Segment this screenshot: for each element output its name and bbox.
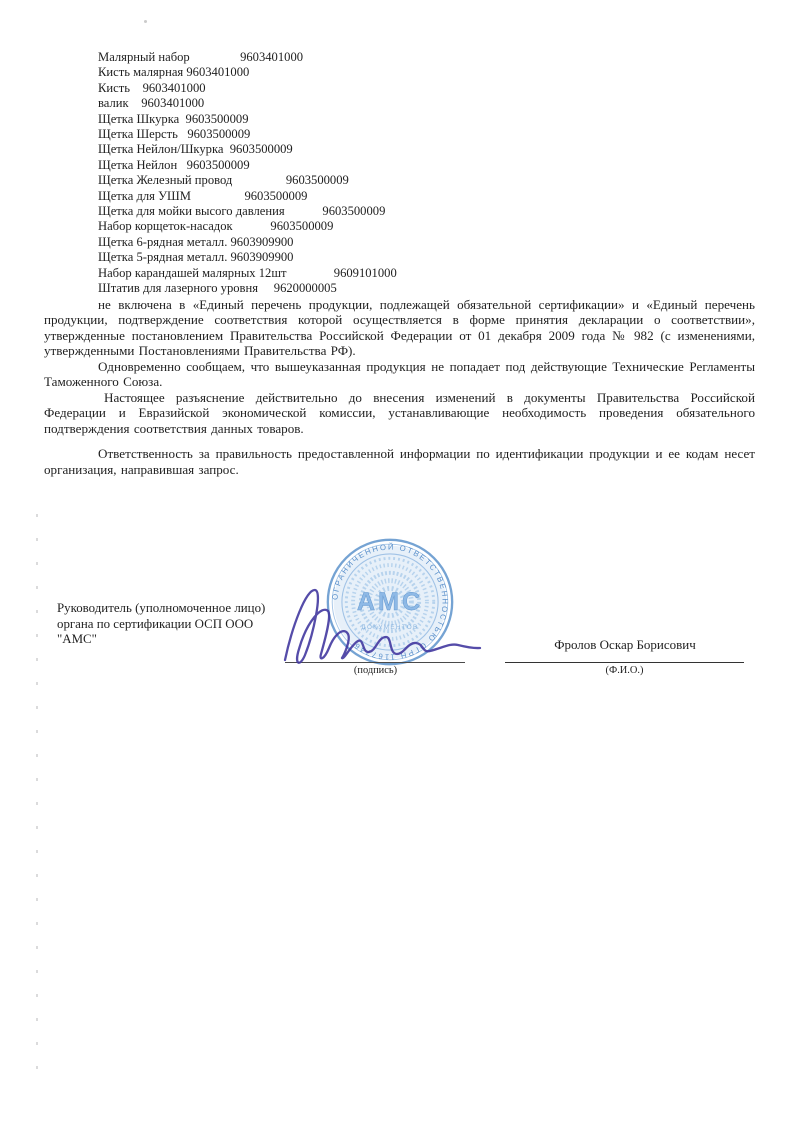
stamp-ring-text: ОГРАНИЧЕННОЙ ОТВЕТСТВЕННОСТЬЮ ОГРН 1167746: [330, 542, 450, 662]
product-line: валик 9603401000: [98, 96, 205, 111]
stamp-center-text: АМС: [356, 587, 424, 616]
product-line: Щетка 5-рядная металл. 9603909900: [98, 250, 294, 265]
product-line: Кисть малярная 9603401000: [98, 65, 250, 80]
signer-title-line: органа по сертификации ОСП ООО: [57, 616, 254, 631]
product-code-list: [98, 50, 755, 297]
signer-title: [57, 601, 297, 648]
product-line: Щетка 6-рядная металл. 9603909900: [98, 234, 294, 249]
product-line: Набор корщеток-насадок 9603500009: [98, 219, 334, 234]
signer-title-line: "АМС": [57, 632, 97, 647]
letter-body: [44, 50, 755, 477]
product-line: Малярный набор 9603401000: [98, 50, 304, 64]
product-line: Набор карандашей малярных 12шт 9609101000: [98, 265, 397, 280]
scan-artifact: [36, 514, 38, 1076]
product-line: Щетка для УШМ 9603500009: [98, 188, 308, 203]
paragraph-responsibility: Ответственность за правильность предоставленной информации по идентификации продукции и ее кодам несет организация, направившая запрос.: [44, 446, 755, 477]
fio-line: [505, 662, 744, 663]
signer-title-line: Руководитель (уполномоченное лицо): [57, 601, 266, 615]
product-line: Щетка Нейлон/Шкурка 9603500009: [98, 142, 293, 157]
product-line: Щетка для мойки высого давления 9603500009: [98, 204, 386, 219]
handwritten-signature: [272, 575, 487, 670]
signer-full-name: Фролов Оскар Борисович: [554, 637, 696, 652]
fio-caption: (Ф.И.О.): [605, 665, 644, 676]
product-line: Щетка Нейлон 9603500009: [98, 157, 250, 172]
paragraph-validity: Настоящее разъяснение действительно до внесения изменений в документы Правительства Российской Федерации и Евразийской экономической комиссии, устанавливающие необходимость проведения обязательного подтверждения соответствия данных товаров.: [44, 389, 755, 436]
product-line: Щетка Железный провод 9603500009: [98, 173, 349, 188]
paragraph-technical-regulations: Одновременно сообщаем, что вышеуказанная продукция не попадает под действующие Технические Регламенты Таможенного Союза.: [44, 358, 755, 389]
product-line: Кисть 9603401000: [98, 80, 206, 95]
product-line: Щетка Шерсть 9603500009: [98, 127, 251, 142]
stamp-sub-text: ДОКУМЕНТОВ: [361, 624, 419, 632]
signature-caption: (подпись): [353, 665, 398, 676]
product-line: Щетка Шкурка 9603500009: [98, 111, 249, 126]
paragraph-certification-lists: не включена в «Единый перечень продукции, подлежащей обязательной сертификации» и «Единый перечень продукции, подтверждение соответствия которой осуществляется в форме принятия декларации о соответствии», утвержденные постановлением Правительства Российской Федерации от 01 декабря 2009 года № 982 (с изменениями, утвержденными Постановлениями Правительства РФ).: [44, 296, 755, 358]
product-line: Штатив для лазерного уровня 9620000005: [98, 281, 337, 296]
scan-artifact: [144, 20, 147, 23]
